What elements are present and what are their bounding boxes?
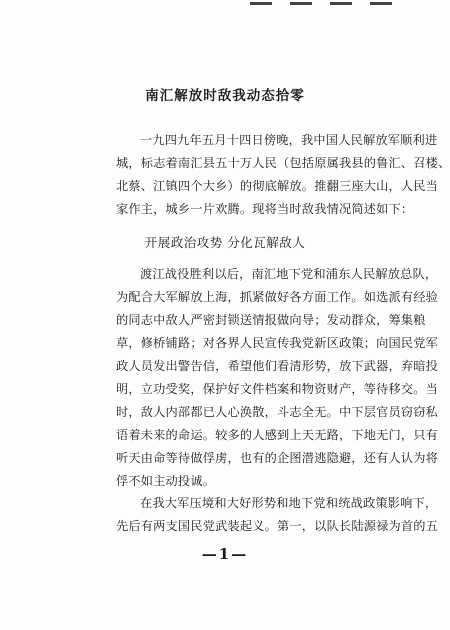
text-line: 家作主，城乡一片欢腾。现将当时敌我情况简述如下： xyxy=(116,202,414,216)
text-line: 政人员发出警告信，希望他们看清形势，放下武器，弃暗投 xyxy=(116,359,439,373)
text-line: 语着未来的命运。较多的人感到上天无路，下地无门，只有 xyxy=(116,428,439,442)
page-top-marks xyxy=(250,2,410,8)
paragraph-political-offensive xyxy=(116,263,439,493)
text-line: 的同志中敌人严密封锁送情报做向导；发动群众，筹集粮 xyxy=(116,313,426,327)
text-line: 渡江战役胜利以后，南汇地下党和浦东人民解放总队， xyxy=(140,267,438,281)
text-line: 草，修桥铺路；对各界人民宣传我党新区政策；向国民党军 xyxy=(116,336,439,350)
text-line: 一九四九年五月十四日傍晚，我中国人民解放军顺利进 xyxy=(140,133,438,147)
text-line: 城，标志着南汇县五十万人民（包括原属我县的鲁汇、召楼、 xyxy=(116,156,450,170)
text-line: 明，立功受奖，保护好文件档案和物资财产，等待移交。当 xyxy=(116,382,439,396)
top-mark xyxy=(250,2,272,5)
document-title: 南汇解放时敌我动态拾零 xyxy=(145,88,305,104)
text-line: 时，敌人内部都已人心涣散，斗志全无。中下层官员窃窃私 xyxy=(116,405,439,419)
top-mark xyxy=(370,2,392,5)
text-line: 在我大军压境和大好形势和地下党和统战政策影响下， xyxy=(140,496,438,510)
section-subheading: 开展政治攻势 分化瓦解敌人 xyxy=(144,235,306,250)
text-line: 为配合大军解放上海，抓紧做好各方面工作。如选派有经验 xyxy=(116,290,439,304)
top-mark xyxy=(290,2,312,5)
paragraph-intro xyxy=(116,129,450,221)
text-line: 北蔡、江镇四个大乡）的彻底解放。推翻三座大山，人民当 xyxy=(116,179,439,193)
text-line: 听天由命等待做俘虏，也有的企图潜逃隐避，还有人认为将 xyxy=(116,451,439,465)
top-mark xyxy=(330,2,352,5)
text-line: 俘不如主动投诚。 xyxy=(116,474,216,488)
paragraph-uprisings xyxy=(116,492,439,538)
page-number: —1— xyxy=(201,545,249,563)
text-line: 先后有两支国民党武装起义。第一，以队长陆源禄为首的五 xyxy=(116,519,439,533)
